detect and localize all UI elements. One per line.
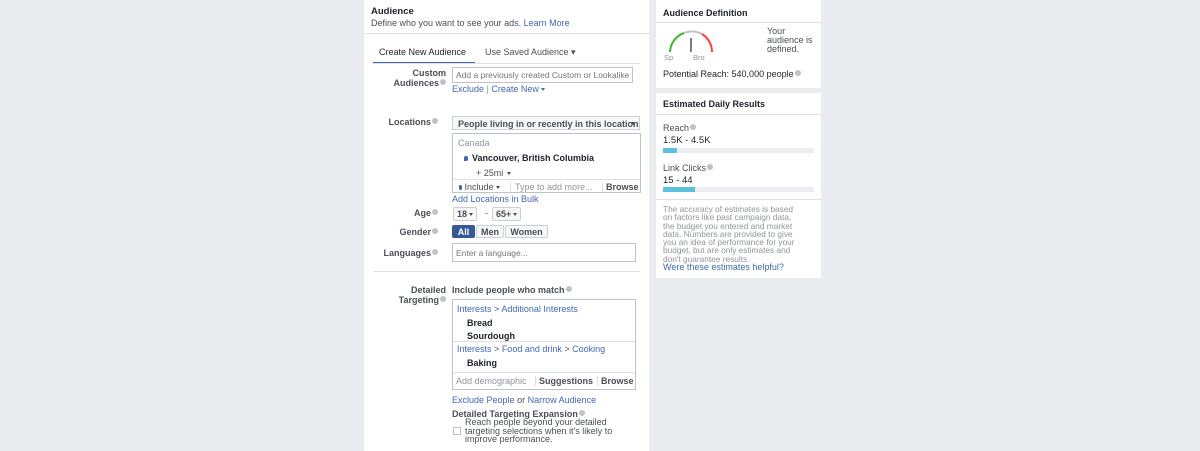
estimated-daily-results-panel: [656, 93, 821, 278]
targeting-item-baking[interactable]: Baking: [467, 358, 498, 368]
tab-use-saved-audience[interactable]: [485, 47, 576, 58]
location-radius[interactable]: [476, 168, 511, 178]
age-label-text: Age: [413, 208, 431, 218]
help-icon[interactable]: [795, 70, 801, 76]
path-food-and-drink[interactable]: Food and drink: [501, 344, 562, 354]
pin-icon: [459, 185, 462, 190]
status-line-2: audience is: [767, 35, 813, 45]
create-new-link[interactable]: Create New: [491, 84, 539, 94]
languages-input[interactable]: [452, 243, 636, 262]
link-clicks-label-text: Link Clicks: [663, 163, 707, 173]
path-interests[interactable]: Interests: [457, 344, 492, 354]
tabs-divider: [373, 63, 640, 64]
locations-list: [452, 133, 641, 193]
location-radius-value: + 25mi: [476, 168, 504, 178]
help-icon[interactable]: [432, 118, 438, 124]
custom-audience-actions: [452, 84, 545, 94]
include-people-text: [452, 285, 572, 295]
disclaimer-line: the budget you entered and market: [663, 220, 793, 231]
disclaimer-line: budget, but are only estimates and: [663, 245, 791, 256]
include-people-label: Include people who match: [452, 285, 565, 295]
add-demographic-input[interactable]: Add demographic: [456, 376, 527, 386]
custom-audiences-label-line1: Custom: [412, 68, 446, 78]
estimated-results-title: Estimated Daily Results: [663, 99, 766, 109]
help-icon[interactable]: [432, 249, 438, 255]
audience-defined-status: [767, 27, 813, 54]
include-dropdown[interactable]: [459, 182, 500, 192]
chevron-down-icon: [541, 88, 545, 91]
help-icon[interactable]: [432, 209, 438, 215]
reach-label: [663, 123, 696, 133]
gender-women-button[interactable]: Women: [505, 225, 548, 238]
detailed-targeting-box: [452, 299, 636, 390]
languages-label-text: Languages: [383, 248, 431, 258]
disclaimer-line: don't guarantee results.: [663, 253, 750, 264]
gender-label-text: Gender: [399, 227, 431, 237]
tab-create-new-audience[interactable]: [373, 40, 475, 64]
detailed-targeting-label-line1: Detailed: [410, 285, 446, 295]
suggestions-button[interactable]: Suggestions: [535, 376, 593, 386]
expansion-line-1: Reach people beyond your detailed: [465, 417, 607, 427]
location-city: Vancouver, British Columbia: [472, 153, 595, 163]
locations-inner-divider: [453, 179, 640, 180]
gauge-broad-label: Bro: [693, 53, 705, 62]
reach-bar: [663, 148, 814, 153]
learn-more-link[interactable]: Learn More: [523, 18, 570, 28]
reach-label-text: Reach: [663, 123, 690, 133]
gauge-arc-red: [702, 34, 712, 52]
help-icon[interactable]: [432, 228, 438, 234]
chevron-down-icon: [507, 172, 511, 175]
locations-label-text: Locations: [388, 117, 431, 127]
gender-men-button[interactable]: Men: [476, 225, 504, 238]
detailed-targeting-label: [366, 285, 446, 305]
status-line-3: defined.: [767, 44, 800, 54]
age-max-value: 65+: [496, 209, 512, 219]
age-max-select[interactable]: [492, 207, 521, 221]
targeting-group-divider: [453, 341, 635, 342]
expansion-line-2: targeting selections when it's likely to: [465, 425, 613, 436]
detailed-targeting-label-line2: Targeting: [398, 295, 439, 305]
path-interests[interactable]: Interests: [457, 304, 492, 314]
help-icon[interactable]: [690, 124, 696, 130]
disclaimer-divider: [656, 199, 821, 200]
location-pin-icon: [464, 156, 468, 161]
link-clicks-label: [663, 163, 713, 173]
path-cooking[interactable]: Cooking: [572, 344, 606, 354]
help-icon[interactable]: [566, 286, 572, 292]
estimates-helpful-link[interactable]: Were these estimates helpful?: [663, 262, 784, 272]
locations-browse-button[interactable]: Browse: [602, 182, 639, 192]
age-min-select[interactable]: [453, 207, 477, 221]
custom-audiences-input[interactable]: [452, 67, 633, 83]
expansion-title-text: Detailed Targeting Expansion: [452, 409, 578, 419]
audience-definition-title: Audience Definition: [663, 8, 748, 18]
targeting-item-bread[interactable]: Bread: [467, 318, 493, 328]
help-icon[interactable]: [707, 164, 713, 170]
path-additional-interests[interactable]: Additional Interests: [501, 304, 578, 314]
definition-divider: [656, 22, 821, 23]
expansion-description: [465, 418, 612, 444]
locations-dropdown[interactable]: [452, 116, 640, 130]
section-divider: [373, 271, 640, 272]
chevron-down-icon: [496, 186, 500, 189]
gauge-arc-green: [670, 33, 684, 52]
chevron-down-icon: [469, 213, 473, 216]
chevron-down-icon: [513, 213, 517, 216]
link-clicks-bar-fill: [663, 187, 695, 192]
disclaimer-line: you an idea of performance for your: [663, 237, 795, 248]
status-line-1: Your: [767, 26, 786, 36]
age-separator: -: [485, 208, 488, 218]
add-locations-in-bulk-link[interactable]: Add Locations in Bulk: [452, 194, 539, 204]
languages-label: [358, 248, 438, 258]
gender-label: [358, 227, 438, 237]
or-text: or: [517, 395, 526, 405]
expansion-line-3: improve performance.: [465, 434, 553, 444]
targeting-item-sourdough[interactable]: Sourdough: [467, 331, 515, 341]
audience-subtitle: [371, 18, 570, 28]
help-icon[interactable]: [440, 296, 446, 302]
disclaimer-line: The accuracy of estimates is based: [663, 204, 794, 214]
separator: |: [486, 84, 489, 94]
tab-create-new-label: Create New Audience: [379, 47, 467, 57]
exclude-narrow-links: [452, 395, 596, 405]
disclaimer-line: on factors like past campaign data,: [663, 212, 792, 223]
help-icon[interactable]: [579, 410, 585, 416]
locations-search-input[interactable]: Type to add more...: [510, 182, 599, 192]
location-country: Canada: [458, 138, 490, 148]
targeting-browse-button[interactable]: Browse: [597, 376, 634, 386]
reach-bar-fill: [663, 148, 677, 153]
help-icon[interactable]: [440, 79, 446, 85]
audience-title: Audience: [371, 6, 414, 17]
gauge-specific-label: Sp: [664, 53, 674, 62]
targeting-group-1-path: Interests > Additional Interests: [457, 304, 578, 314]
link-clicks-value: 15 - 44: [663, 175, 693, 186]
exclude-people-link[interactable]: Exclude People: [452, 395, 515, 405]
audience-gauge-icon: [666, 28, 716, 54]
audience-definition-panel: [656, 0, 821, 88]
targeting-group-2-path: Interests > Food and drink > Cooking: [457, 344, 606, 354]
expansion-checkbox[interactable]: [453, 427, 461, 435]
tab-use-saved-label: Use Saved Audience ▾: [485, 47, 576, 57]
custom-audiences-label: [366, 68, 446, 88]
custom-audiences-label-line2: Audiences: [393, 78, 439, 88]
audience-subtitle-text: Define who you want to see your ads.: [371, 18, 522, 28]
results-divider: [656, 114, 821, 115]
reach-value: 1.5K - 4.5K: [663, 135, 711, 146]
chevron-down-icon: [631, 122, 635, 125]
link-clicks-bar: [663, 187, 814, 192]
potential-reach-text: Potential Reach: 540,000 people: [663, 69, 794, 79]
estimates-disclaimer: [663, 205, 794, 263]
age-label: [358, 208, 438, 218]
age-min-value: 18: [457, 209, 468, 219]
potential-reach: [663, 69, 801, 79]
gender-all-button[interactable]: All: [452, 225, 475, 238]
targeting-bottom-divider: [453, 372, 635, 373]
exclude-link[interactable]: Exclude: [452, 84, 485, 94]
gauge-arc-gray: [684, 31, 702, 34]
locations-dropdown-label: People living in or recently in this location: [458, 119, 639, 129]
narrow-audience-link[interactable]: Narrow Audience: [527, 395, 597, 405]
include-label: Include: [464, 182, 494, 192]
locations-label: [358, 117, 438, 127]
disclaimer-line: data. Numbers are provided to give: [663, 228, 793, 239]
audience-panel: [364, 0, 649, 451]
header-divider: [364, 33, 649, 34]
